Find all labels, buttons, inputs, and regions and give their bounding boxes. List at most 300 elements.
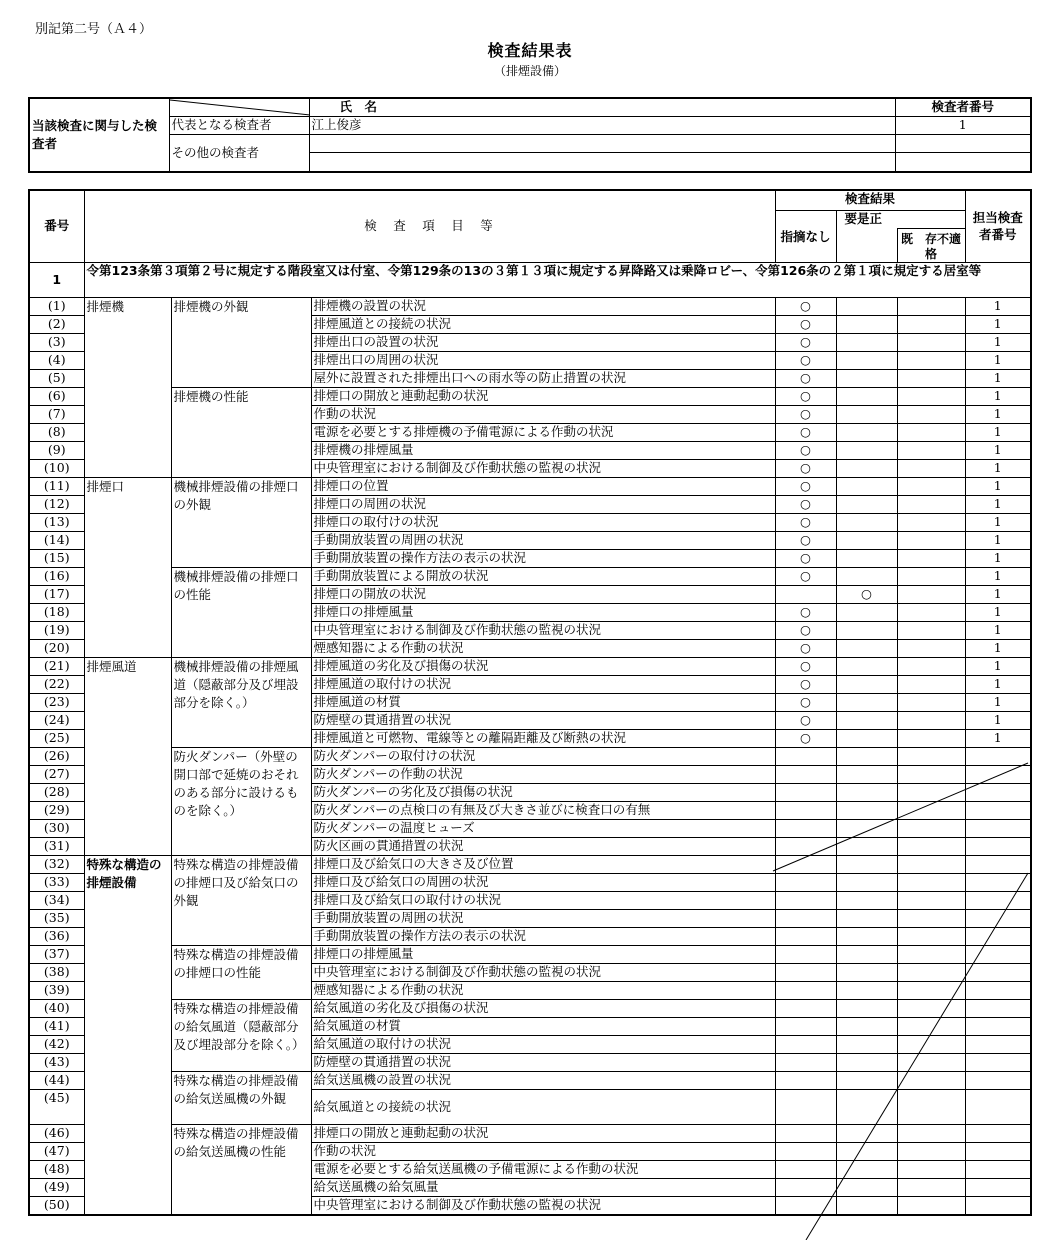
subgroup-label: 特殊な構造の排煙設備の給気送風機の性能 xyxy=(171,1124,311,1215)
result-needs-fix[interactable] xyxy=(836,1142,897,1160)
result-needs-fix[interactable] xyxy=(836,1196,897,1215)
result-existing-nonconforming[interactable] xyxy=(897,1178,965,1196)
result-needs-fix[interactable] xyxy=(836,549,897,567)
inspection-item: 排煙口の開放と連動起動の状況 xyxy=(311,387,775,405)
result-no-issue[interactable] xyxy=(775,819,836,837)
inspection-item: 作動の状況 xyxy=(311,405,775,423)
result-existing-nonconforming[interactable] xyxy=(897,837,965,855)
result-existing-nonconforming[interactable] xyxy=(897,1035,965,1053)
result-needs-fix[interactable] xyxy=(836,315,897,333)
result-no-issue[interactable] xyxy=(775,1035,836,1053)
result-no-issue[interactable] xyxy=(775,1089,836,1124)
assigned-inspector-number[interactable]: 1 xyxy=(965,369,1031,387)
section-number: 1 xyxy=(29,262,84,297)
diagonal-line xyxy=(170,99,310,116)
assigned-inspector-number[interactable]: 1 xyxy=(965,603,1031,621)
result-needs-fix[interactable] xyxy=(836,441,897,459)
row-number: (23) xyxy=(29,693,84,711)
result-needs-fix[interactable] xyxy=(836,297,897,315)
result-no-issue[interactable]: ○ xyxy=(775,387,836,405)
row-number: (47) xyxy=(29,1142,84,1160)
assigned-inspector-number[interactable]: 1 xyxy=(965,423,1031,441)
result-existing-nonconforming[interactable] xyxy=(897,1017,965,1035)
result-existing-nonconforming[interactable] xyxy=(897,369,965,387)
result-no-issue[interactable]: ○ xyxy=(775,297,836,315)
result-needs-fix[interactable] xyxy=(836,1053,897,1071)
result-no-issue[interactable]: ○ xyxy=(775,351,836,369)
result-needs-fix[interactable] xyxy=(836,351,897,369)
assigned-inspector-number[interactable]: 1 xyxy=(965,477,1031,495)
inspection-item: 中央管理室における制御及び作動状態の監視の状況 xyxy=(311,459,775,477)
table-row xyxy=(29,297,1031,315)
row-number: (5) xyxy=(29,369,84,387)
results-table xyxy=(28,189,1032,1216)
result-needs-fix[interactable] xyxy=(836,927,897,945)
assigned-inspector-number[interactable]: 1 xyxy=(965,639,1031,657)
result-no-issue[interactable] xyxy=(775,909,836,927)
result-needs-fix[interactable] xyxy=(836,495,897,513)
result-existing-nonconforming[interactable] xyxy=(897,567,965,585)
row-number: (39) xyxy=(29,981,84,999)
result-existing-nonconforming[interactable] xyxy=(897,333,965,351)
assigned-inspector-number[interactable]: 1 xyxy=(965,729,1031,747)
result-no-issue[interactable] xyxy=(775,1124,836,1142)
assigned-inspector-number[interactable]: 1 xyxy=(965,405,1031,423)
result-needs-fix[interactable] xyxy=(836,621,897,639)
result-needs-fix[interactable] xyxy=(836,729,897,747)
result-no-issue[interactable]: ○ xyxy=(775,567,836,585)
inspection-item: 排煙機の排煙風量 xyxy=(311,441,775,459)
row-number: (33) xyxy=(29,873,84,891)
result-existing-nonconforming[interactable] xyxy=(897,387,965,405)
other-inspector-names[interactable] xyxy=(309,135,895,173)
result-no-issue[interactable]: ○ xyxy=(775,531,836,549)
result-no-issue[interactable] xyxy=(775,783,836,801)
assigned-inspector-number[interactable]: 1 xyxy=(965,711,1031,729)
result-needs-fix[interactable] xyxy=(836,801,897,819)
inspection-item: 排煙口の周囲の状況 xyxy=(311,495,775,513)
assigned-inspector-number[interactable] xyxy=(965,1178,1031,1196)
inspection-item: 中央管理室における制御及び作動状態の監視の状況 xyxy=(311,1196,775,1215)
subgroup-label: 特殊な構造の排煙設備の給気送風機の外観 xyxy=(171,1071,311,1124)
inspection-item: 防火ダンパーの点検口の有無及び大きさ並びに検査口の有無 xyxy=(311,801,775,819)
result-existing-nonconforming[interactable] xyxy=(897,801,965,819)
result-no-issue[interactable] xyxy=(775,1142,836,1160)
result-no-issue[interactable]: ○ xyxy=(775,729,836,747)
inspection-item: 排煙口の開放と連動起動の状況 xyxy=(311,1124,775,1142)
result-existing-nonconforming[interactable] xyxy=(897,765,965,783)
section-title: 令第123条第３項第２号に規定する階段室又は付室、令第129条の13の３第１３項に規定する昇降路又は乗降ロビー、令第126条の２第１項に規定する居室等 xyxy=(84,262,1031,297)
assigned-inspector-number[interactable]: 1 xyxy=(965,531,1031,549)
result-no-issue[interactable]: ○ xyxy=(775,405,836,423)
result-no-issue[interactable] xyxy=(775,927,836,945)
result-needs-fix[interactable] xyxy=(836,639,897,657)
result-existing-nonconforming[interactable] xyxy=(897,1142,965,1160)
row-number: (17) xyxy=(29,585,84,603)
result-existing-nonconforming[interactable] xyxy=(897,1089,965,1124)
result-existing-nonconforming[interactable] xyxy=(897,891,965,909)
table-row xyxy=(29,1071,1031,1089)
row-number: (37) xyxy=(29,945,84,963)
table-row xyxy=(29,1124,1031,1142)
assigned-inspector-number[interactable]: 1 xyxy=(965,333,1031,351)
row-number: (27) xyxy=(29,765,84,783)
assigned-inspector-number[interactable]: 1 xyxy=(965,315,1031,333)
assigned-inspector-number[interactable]: 1 xyxy=(965,567,1031,585)
result-existing-nonconforming[interactable] xyxy=(897,585,965,603)
assigned-inspector-number[interactable] xyxy=(965,945,1031,963)
result-no-issue[interactable]: ○ xyxy=(775,369,836,387)
assigned-inspector-number[interactable] xyxy=(965,801,1031,819)
result-no-issue[interactable]: ○ xyxy=(775,639,836,657)
result-no-issue[interactable] xyxy=(775,747,836,765)
result-needs-fix[interactable] xyxy=(836,1160,897,1178)
result-existing-nonconforming[interactable] xyxy=(897,873,965,891)
result-existing-nonconforming[interactable] xyxy=(897,459,965,477)
result-no-issue[interactable] xyxy=(775,963,836,981)
result-no-issue[interactable]: ○ xyxy=(775,315,836,333)
result-needs-fix[interactable] xyxy=(836,909,897,927)
result-no-issue[interactable] xyxy=(775,999,836,1017)
result-no-issue[interactable] xyxy=(775,837,836,855)
row-number: (42) xyxy=(29,1035,84,1053)
assigned-inspector-number[interactable] xyxy=(965,1053,1031,1071)
assigned-inspector-number[interactable] xyxy=(965,819,1031,837)
result-needs-fix[interactable] xyxy=(836,1035,897,1053)
result-needs-fix[interactable] xyxy=(836,963,897,981)
assigned-inspector-number[interactable]: 1 xyxy=(965,657,1031,675)
result-existing-nonconforming[interactable] xyxy=(897,495,965,513)
inspection-item: 排煙出口の設置の状況 xyxy=(311,333,775,351)
result-existing-nonconforming[interactable] xyxy=(897,1124,965,1142)
table-row xyxy=(29,567,1031,585)
inspection-item: 給気風道の劣化及び損傷の状況 xyxy=(311,999,775,1017)
row-number: (4) xyxy=(29,351,84,369)
assigned-inspector-number[interactable] xyxy=(965,1017,1031,1035)
result-needs-fix[interactable] xyxy=(836,747,897,765)
assigned-inspector-number[interactable] xyxy=(965,999,1031,1017)
result-existing-nonconforming[interactable] xyxy=(897,1071,965,1089)
result-needs-fix[interactable] xyxy=(836,1178,897,1196)
result-needs-fix[interactable] xyxy=(836,405,897,423)
row-number: (19) xyxy=(29,621,84,639)
table-row xyxy=(29,477,1031,495)
inspection-item: 給気風道の材質 xyxy=(311,1017,775,1035)
result-no-issue[interactable] xyxy=(775,981,836,999)
result-no-issue[interactable] xyxy=(775,1160,836,1178)
row-number: (30) xyxy=(29,819,84,837)
row-number: (1) xyxy=(29,297,84,315)
inspection-item: 煙感知器による作動の状況 xyxy=(311,981,775,999)
result-needs-fix[interactable] xyxy=(836,369,897,387)
result-needs-fix[interactable] xyxy=(836,765,897,783)
row-number: (26) xyxy=(29,747,84,765)
assigned-inspector-number[interactable]: 1 xyxy=(965,495,1031,513)
result-needs-fix[interactable] xyxy=(836,711,897,729)
result-needs-fix[interactable] xyxy=(836,999,897,1017)
col-header-none: 指摘なし xyxy=(775,210,836,262)
assigned-inspector-number[interactable] xyxy=(965,1196,1031,1215)
inspection-item: 排煙出口の周囲の状況 xyxy=(311,351,775,369)
result-needs-fix[interactable] xyxy=(836,1071,897,1089)
result-needs-fix[interactable] xyxy=(836,657,897,675)
assigned-inspector-number[interactable]: 1 xyxy=(965,585,1031,603)
result-no-issue[interactable] xyxy=(775,765,836,783)
result-existing-nonconforming[interactable] xyxy=(897,747,965,765)
rep-inspector-number[interactable]: 1 xyxy=(895,117,1031,135)
row-number: (13) xyxy=(29,513,84,531)
row-number: (15) xyxy=(29,549,84,567)
result-no-issue[interactable]: ○ xyxy=(775,693,836,711)
col-header-items: 検 査 項 目 等 xyxy=(84,190,775,262)
result-no-issue[interactable] xyxy=(775,1071,836,1089)
inspection-item: 排煙風道の劣化及び損傷の状況 xyxy=(311,657,775,675)
result-needs-fix[interactable] xyxy=(836,837,897,855)
inspection-item: 手動開放装置の操作方法の表示の状況 xyxy=(311,927,775,945)
row-number: (32) xyxy=(29,855,84,873)
assigned-inspector-number[interactable]: 1 xyxy=(965,549,1031,567)
inspection-item: 排煙口及び給気口の大きさ及び位置 xyxy=(311,855,775,873)
row-number: (36) xyxy=(29,927,84,945)
result-no-issue[interactable] xyxy=(775,855,836,873)
result-needs-fix[interactable] xyxy=(836,1089,897,1124)
inspection-item: 防火ダンパーの劣化及び損傷の状況 xyxy=(311,783,775,801)
assigned-inspector-number[interactable]: 1 xyxy=(965,693,1031,711)
result-needs-fix[interactable] xyxy=(836,1124,897,1142)
assigned-inspector-number[interactable] xyxy=(965,1142,1031,1160)
inspector-row-label: 当該検査に関与した検査者 xyxy=(29,98,169,172)
result-existing-nonconforming[interactable] xyxy=(897,981,965,999)
inspection-item: 中央管理室における制御及び作動状態の監視の状況 xyxy=(311,621,775,639)
result-existing-nonconforming[interactable] xyxy=(897,783,965,801)
assigned-inspector-number[interactable] xyxy=(965,891,1031,909)
result-needs-fix[interactable] xyxy=(836,459,897,477)
assigned-inspector-number[interactable] xyxy=(965,1035,1031,1053)
result-needs-fix[interactable] xyxy=(836,387,897,405)
assigned-inspector-number[interactable]: 1 xyxy=(965,621,1031,639)
subgroup-label: 特殊な構造の排煙設備の給気風道（隠蔽部分及び埋設部分を除く。） xyxy=(171,999,311,1071)
inspection-item: 排煙口の排煙風量 xyxy=(311,603,775,621)
result-needs-fix[interactable] xyxy=(836,783,897,801)
inspection-item: 手動開放装置の周囲の状況 xyxy=(311,531,775,549)
result-existing-nonconforming[interactable] xyxy=(897,1053,965,1071)
table-row xyxy=(29,747,1031,765)
result-needs-fix[interactable]: ○ xyxy=(836,585,897,603)
page-title: 検査結果表 xyxy=(487,41,573,60)
result-needs-fix[interactable] xyxy=(836,693,897,711)
col-header-existing: 既 存不適格 xyxy=(897,228,965,262)
row-number: (29) xyxy=(29,801,84,819)
result-needs-fix[interactable] xyxy=(836,513,897,531)
row-number: (35) xyxy=(29,909,84,927)
result-existing-nonconforming[interactable] xyxy=(897,513,965,531)
result-no-issue[interactable]: ○ xyxy=(775,459,836,477)
assigned-inspector-number[interactable] xyxy=(965,909,1031,927)
result-existing-nonconforming[interactable] xyxy=(897,639,965,657)
inspection-item: 防火ダンパーの温度ヒューズ xyxy=(311,819,775,837)
result-existing-nonconforming[interactable] xyxy=(897,423,965,441)
result-no-issue[interactable] xyxy=(775,1053,836,1071)
assigned-inspector-number[interactable] xyxy=(965,837,1031,855)
table-row xyxy=(29,657,1031,675)
inspection-item: 給気風道の取付けの状況 xyxy=(311,1035,775,1053)
result-needs-fix[interactable] xyxy=(836,981,897,999)
result-needs-fix[interactable] xyxy=(836,945,897,963)
other-inspector-numbers[interactable] xyxy=(895,135,1031,173)
assigned-inspector-number[interactable] xyxy=(965,1089,1031,1124)
subgroup-label: 排煙機の性能 xyxy=(171,387,311,477)
result-existing-nonconforming[interactable] xyxy=(897,819,965,837)
result-needs-fix[interactable] xyxy=(836,477,897,495)
row-number: (18) xyxy=(29,603,84,621)
result-no-issue[interactable]: ○ xyxy=(775,657,836,675)
result-no-issue[interactable]: ○ xyxy=(775,477,836,495)
inspector-diagonal-cell xyxy=(169,98,309,117)
result-no-issue[interactable] xyxy=(775,873,836,891)
result-no-issue[interactable] xyxy=(775,1196,836,1215)
inspection-item: 排煙風道の取付けの状況 xyxy=(311,675,775,693)
inspection-item: 防煙壁の貫通措置の状況 xyxy=(311,711,775,729)
row-number: (16) xyxy=(29,567,84,585)
row-number: (7) xyxy=(29,405,84,423)
inspection-item: 防煙壁の貫通措置の状況 xyxy=(311,1053,775,1071)
result-no-issue[interactable]: ○ xyxy=(775,549,836,567)
row-number: (2) xyxy=(29,315,84,333)
rep-inspector-label: 代表となる検査者 xyxy=(169,117,309,135)
assigned-inspector-number[interactable]: 1 xyxy=(965,675,1031,693)
result-no-issue[interactable] xyxy=(775,945,836,963)
assigned-inspector-number[interactable] xyxy=(965,765,1031,783)
result-existing-nonconforming[interactable] xyxy=(897,1160,965,1178)
subgroup-label: 排煙機の外観 xyxy=(171,297,311,387)
assigned-inspector-number[interactable] xyxy=(965,981,1031,999)
group-label: 排煙風道 xyxy=(84,657,171,855)
result-no-issue[interactable]: ○ xyxy=(775,711,836,729)
result-existing-nonconforming[interactable] xyxy=(897,297,965,315)
result-needs-fix[interactable] xyxy=(836,423,897,441)
row-number: (41) xyxy=(29,1017,84,1035)
result-no-issue[interactable]: ○ xyxy=(775,513,836,531)
result-needs-fix[interactable] xyxy=(836,567,897,585)
result-no-issue[interactable] xyxy=(775,1017,836,1035)
inspection-item: 排煙風道の材質 xyxy=(311,693,775,711)
result-needs-fix[interactable] xyxy=(836,1017,897,1035)
result-existing-nonconforming[interactable] xyxy=(897,855,965,873)
assigned-inspector-number[interactable] xyxy=(965,873,1031,891)
inspection-item: 煙感知器による作動の状況 xyxy=(311,639,775,657)
result-existing-nonconforming[interactable] xyxy=(897,945,965,963)
result-existing-nonconforming[interactable] xyxy=(897,549,965,567)
result-existing-nonconforming[interactable] xyxy=(897,963,965,981)
group-label: 特殊な構造の排煙設備 xyxy=(84,855,171,1215)
result-no-issue[interactable] xyxy=(775,891,836,909)
result-needs-fix[interactable] xyxy=(836,819,897,837)
table-row xyxy=(29,855,1031,873)
assigned-inspector-number[interactable] xyxy=(965,1071,1031,1089)
assigned-inspector-number[interactable]: 1 xyxy=(965,297,1031,315)
result-existing-nonconforming[interactable] xyxy=(897,729,965,747)
result-existing-nonconforming[interactable] xyxy=(897,621,965,639)
result-needs-fix[interactable] xyxy=(836,531,897,549)
assigned-inspector-number[interactable] xyxy=(965,963,1031,981)
result-needs-fix[interactable] xyxy=(836,333,897,351)
inspector-table xyxy=(28,97,1032,173)
row-number: (9) xyxy=(29,441,84,459)
result-needs-fix[interactable] xyxy=(836,855,897,873)
assigned-inspector-number[interactable]: 1 xyxy=(965,459,1031,477)
result-existing-nonconforming[interactable] xyxy=(897,603,965,621)
result-no-issue[interactable]: ○ xyxy=(775,423,836,441)
assigned-inspector-number[interactable] xyxy=(965,1124,1031,1142)
result-no-issue[interactable] xyxy=(775,801,836,819)
group-label: 排煙口 xyxy=(84,477,171,657)
inspection-item: 排煙口及び給気口の取付けの状況 xyxy=(311,891,775,909)
assigned-inspector-number[interactable] xyxy=(965,927,1031,945)
result-existing-nonconforming[interactable] xyxy=(897,927,965,945)
rep-inspector-name[interactable]: 江上俊彦 xyxy=(309,117,895,135)
col-header-needs-blank xyxy=(836,228,897,262)
result-existing-nonconforming[interactable] xyxy=(897,531,965,549)
result-no-issue[interactable]: ○ xyxy=(775,441,836,459)
result-no-issue[interactable]: ○ xyxy=(775,621,836,639)
result-existing-nonconforming[interactable] xyxy=(897,711,965,729)
row-number: (43) xyxy=(29,1053,84,1071)
result-existing-nonconforming[interactable] xyxy=(897,657,965,675)
assigned-inspector-number[interactable] xyxy=(965,1160,1031,1178)
result-existing-nonconforming[interactable] xyxy=(897,675,965,693)
inspection-item: 給気送風機の設置の状況 xyxy=(311,1071,775,1089)
inspection-item: 電源を必要とする給気送風機の予備電源による作動の状況 xyxy=(311,1160,775,1178)
result-no-issue[interactable]: ○ xyxy=(775,495,836,513)
assigned-inspector-number[interactable]: 1 xyxy=(965,513,1031,531)
result-existing-nonconforming[interactable] xyxy=(897,909,965,927)
result-no-issue[interactable]: ○ xyxy=(775,333,836,351)
result-existing-nonconforming[interactable] xyxy=(897,1196,965,1215)
result-existing-nonconforming[interactable] xyxy=(897,441,965,459)
inspection-item: 排煙風道と可燃物、電線等との離隔距離及び断熱の状況 xyxy=(311,729,775,747)
result-no-issue[interactable]: ○ xyxy=(775,675,836,693)
result-needs-fix[interactable] xyxy=(836,603,897,621)
inspection-item: 屋外に設置された排煙出口への雨水等の防止措置の状況 xyxy=(311,369,775,387)
result-no-issue[interactable] xyxy=(775,585,836,603)
result-needs-fix[interactable] xyxy=(836,891,897,909)
assigned-inspector-number[interactable] xyxy=(965,855,1031,873)
result-needs-fix[interactable] xyxy=(836,873,897,891)
result-no-issue[interactable] xyxy=(775,1178,836,1196)
inspection-item: 排煙機の設置の状況 xyxy=(311,297,775,315)
result-existing-nonconforming[interactable] xyxy=(897,405,965,423)
assigned-inspector-number[interactable]: 1 xyxy=(965,387,1031,405)
result-existing-nonconforming[interactable] xyxy=(897,315,965,333)
inspection-item: 作動の状況 xyxy=(311,1142,775,1160)
assigned-inspector-number[interactable] xyxy=(965,783,1031,801)
assigned-inspector-number[interactable]: 1 xyxy=(965,351,1031,369)
assigned-inspector-number[interactable]: 1 xyxy=(965,441,1031,459)
col-header-needs: 要是正 xyxy=(836,210,965,228)
result-existing-nonconforming[interactable] xyxy=(897,693,965,711)
table-row xyxy=(29,945,1031,963)
result-existing-nonconforming[interactable] xyxy=(897,999,965,1017)
row-number: (6) xyxy=(29,387,84,405)
assigned-inspector-number[interactable] xyxy=(965,747,1031,765)
row-number: (11) xyxy=(29,477,84,495)
result-existing-nonconforming[interactable] xyxy=(897,477,965,495)
other-inspector-label: その他の検査者 xyxy=(169,135,309,173)
result-needs-fix[interactable] xyxy=(836,675,897,693)
result-existing-nonconforming[interactable] xyxy=(897,351,965,369)
inspection-item: 電源を必要とする排煙機の予備電源による作動の状況 xyxy=(311,423,775,441)
result-no-issue[interactable]: ○ xyxy=(775,603,836,621)
